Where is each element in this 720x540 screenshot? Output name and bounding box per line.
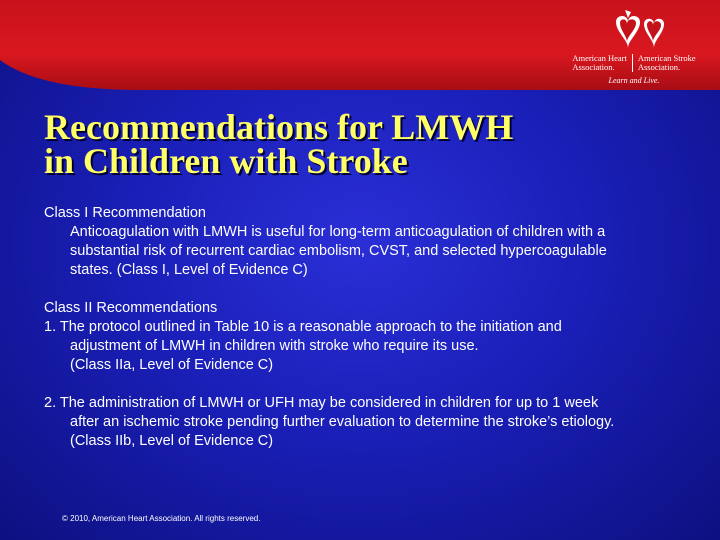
spacer [44,375,684,394]
slide-body [44,204,684,451]
class1-line-1: Anticoagulation with LMWH is useful for long-term anticoagulation of children with a [70,224,606,240]
spacer [44,280,684,299]
heart-torch-icon [594,10,674,54]
logo-aha-line1: American Heart [572,53,627,63]
logo-asa-line2: Association. [637,62,681,72]
rec2-line-1: 2. The administration of LMWH or UFH may be considered in children for up to 1 week [44,395,599,411]
copyright-footer: © 2010, American Heart Association. All rights reserved. [62,514,261,523]
slide-title-line2: in Children with Stroke [44,141,408,181]
rec1-line-1: 1. The protocol outlined in Table 10 is a reasonable approach to the initiation and [44,319,562,335]
slide-title-line1: Recommendations for LMWH [44,107,514,147]
class2-heading: Class II Recommendations [44,300,218,316]
class1-line-2: substantial risk of recurrent cardiac embolism, CVST, and selected hypercoagulable [70,243,607,259]
rec1-line-3: (Class IIa, Level of Evidence C) [70,357,274,373]
logo-tagline: Learn and Live. [608,76,660,85]
aha-asa-logo [554,10,714,86]
logo-org-names [554,54,714,72]
logo-aha-line2: Association. [572,62,615,72]
rec2-line-3: (Class IIb, Level of Evidence C) [70,433,274,449]
logo-divider [632,54,633,72]
rec1-line-2: adjustment of LMWH in children with stroke who require its use. [70,338,479,354]
class1-line-3: states. (Class I, Level of Evidence C) [70,262,308,278]
class1-heading: Class I Recommendation [44,205,206,221]
slide-title [44,107,684,181]
rec2-line-2: after an ischemic stroke pending further evaluation to determine the stroke’s etiology. [70,414,615,430]
logo-asa-line1: American Stroke [637,53,696,63]
